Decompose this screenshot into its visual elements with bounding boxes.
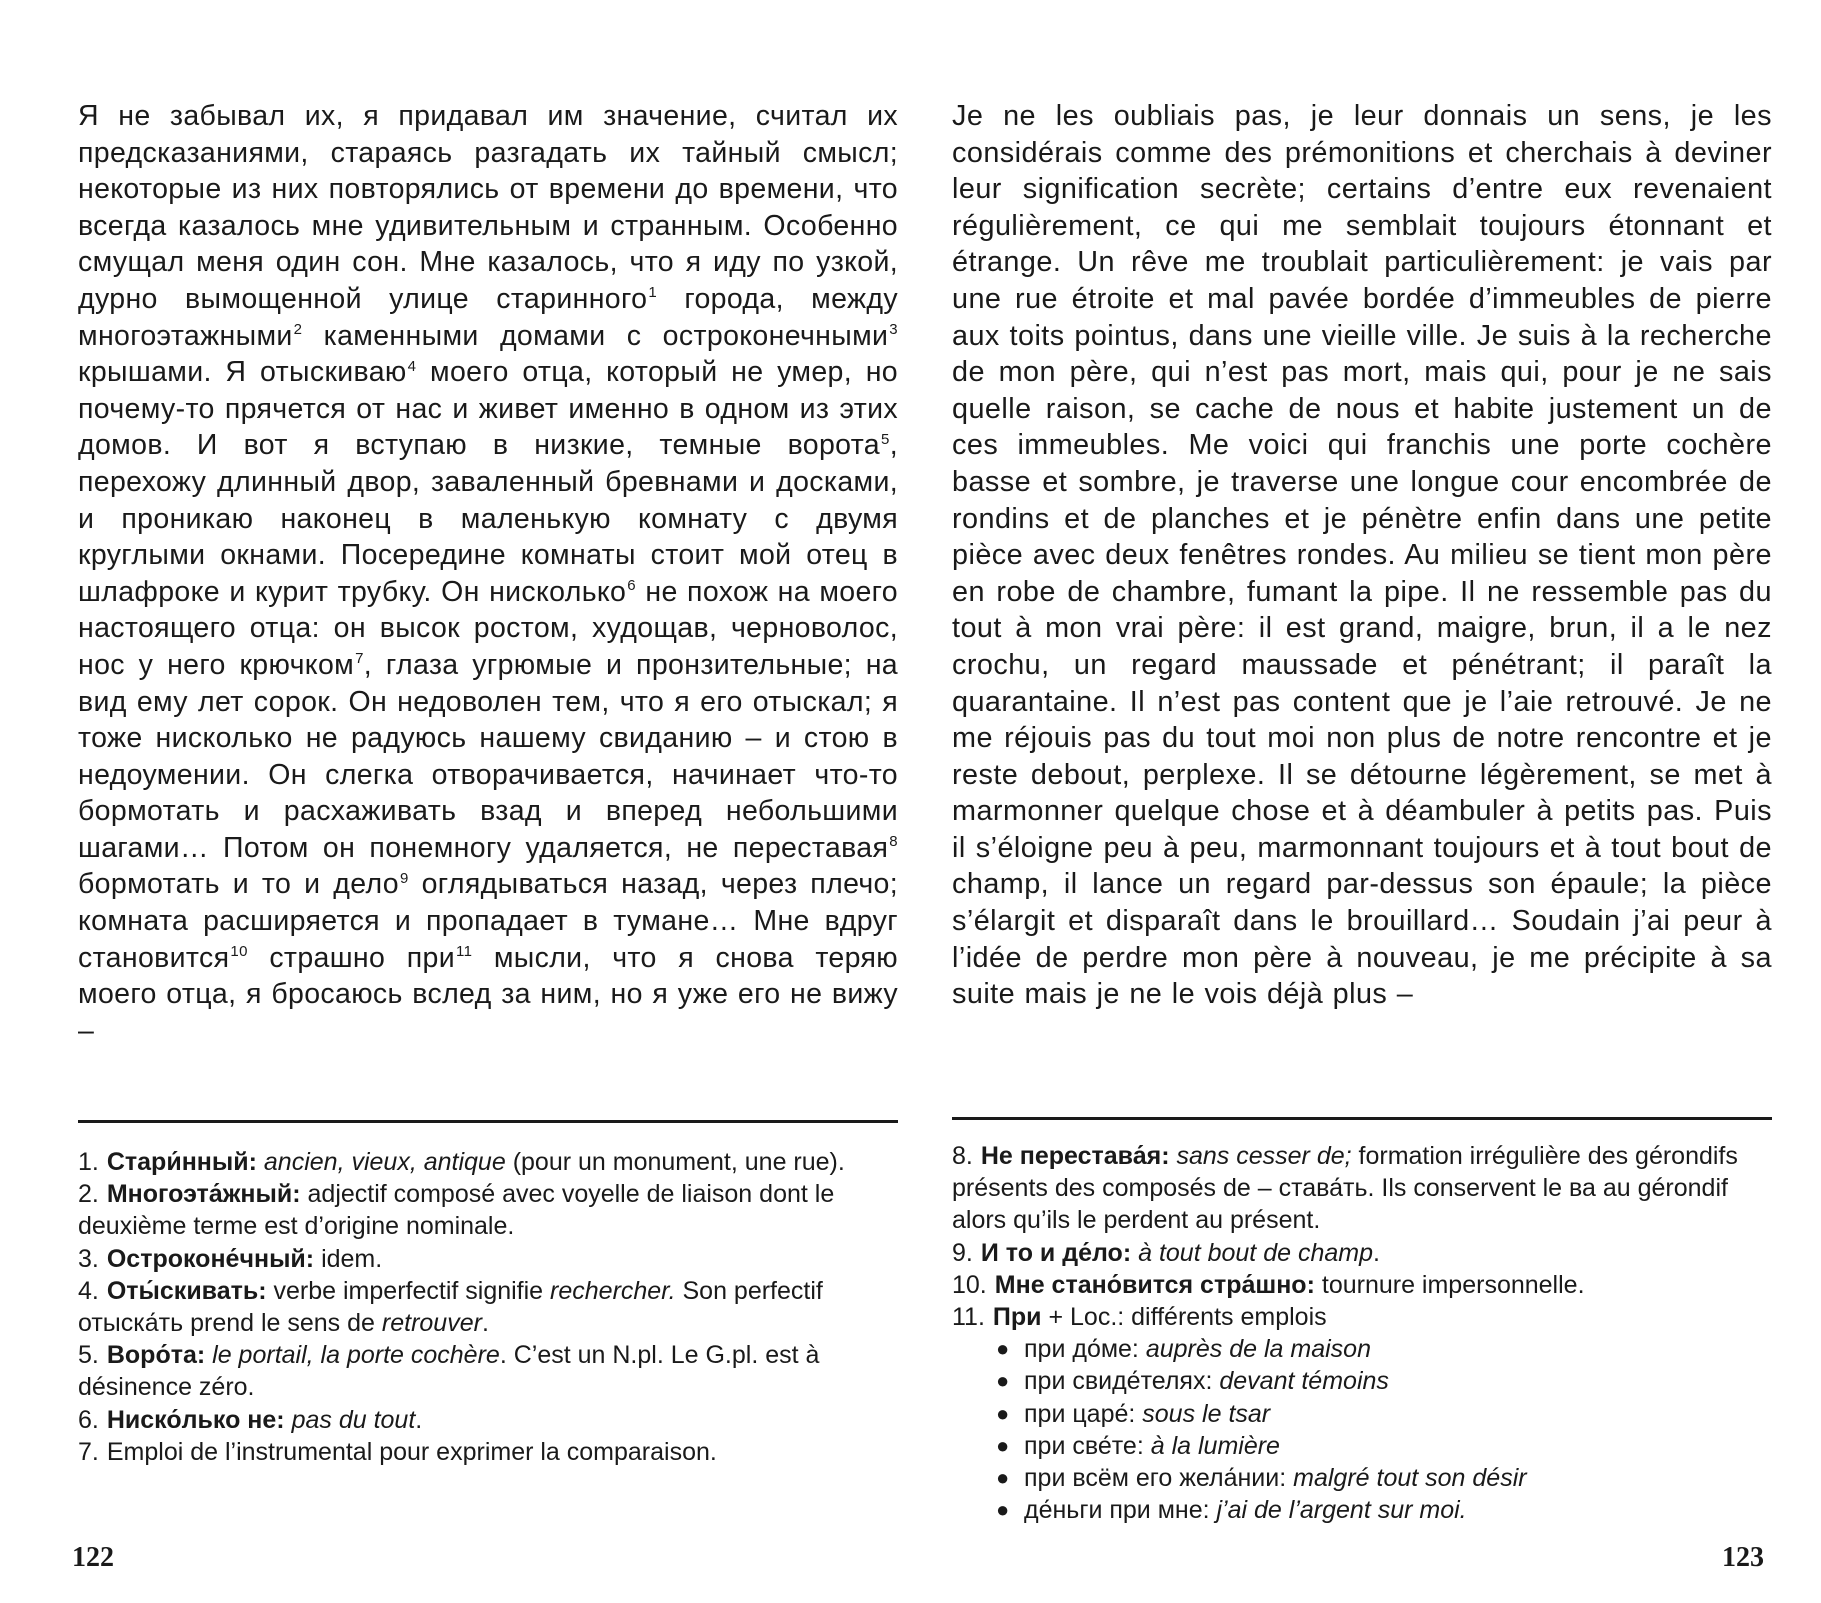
left-page bbox=[72, 0, 899, 1603]
footnote-translation: pas du tout bbox=[291, 1405, 416, 1434]
footnote-number: 5. bbox=[78, 1341, 99, 1370]
footnotes-left bbox=[78, 1146, 898, 1468]
text-segment: крышами. Я отыскиваю bbox=[78, 356, 407, 389]
footnote-number: 3. bbox=[78, 1244, 99, 1273]
pri-usage-list bbox=[996, 1333, 1772, 1526]
footnote-2 bbox=[78, 1178, 898, 1242]
footnote-text: adjectif composé avec voyelle de liaison dont le deuxième terme est d’origine nominale. bbox=[78, 1180, 835, 1241]
footnote-term: Мне стано́вится стра́шно: bbox=[994, 1270, 1315, 1299]
usage-russian: при всём его жела́нии: bbox=[1024, 1464, 1287, 1493]
footnote-number: 1. bbox=[78, 1148, 99, 1176]
footnote-number: 10. bbox=[952, 1270, 987, 1299]
usage-russian: при царе́: bbox=[1024, 1399, 1136, 1428]
bullet-icon: ● bbox=[996, 1336, 1010, 1362]
list-item bbox=[996, 1430, 1772, 1462]
text-segment: каменными домами с остроконечными bbox=[302, 319, 889, 352]
footnote-number: 6. bbox=[78, 1405, 99, 1434]
text-segment: оглядываться назад, через плечо; комната расширяется и пропадает в тумане… Мне вдруг становится bbox=[78, 868, 898, 974]
footnote-term: Стари́нный: bbox=[106, 1148, 257, 1176]
footnotes-right bbox=[952, 1140, 1772, 1526]
footnote-translation: rechercher. bbox=[550, 1276, 676, 1305]
footnote-ref: 3 bbox=[889, 321, 898, 339]
footnote-ref: 7 bbox=[355, 650, 364, 668]
footnote-5 bbox=[78, 1339, 898, 1403]
bullet-icon: ● bbox=[996, 1497, 1010, 1523]
footnote-translation: ancien, vieux, antique bbox=[263, 1148, 506, 1176]
list-item bbox=[996, 1462, 1772, 1494]
footnote-number: 8. bbox=[952, 1142, 973, 1170]
footnote-term: И то и де́ло: bbox=[980, 1238, 1132, 1267]
footnote-text: . bbox=[415, 1405, 423, 1434]
usage-french: auprès de la maison bbox=[1145, 1335, 1371, 1364]
footnote-number: 7. bbox=[78, 1437, 99, 1466]
list-item bbox=[996, 1333, 1772, 1365]
text-segment: страшно при bbox=[247, 941, 456, 974]
text-segment: , глаза угрюмые и пронзительные; на вид ему лет сорок. Он недоволен тем, что я его отыскал; я тоже нисколько не радуюсь нашему свиданию – и стою в недоумении. Он слегка отворачивается, начинает что-то бормотать и расхаживать взад и вперед небольшими шагами… Потом он понемногу удаляется, не переставая bbox=[78, 648, 898, 864]
list-item bbox=[996, 1398, 1772, 1430]
page-number: 123 bbox=[1722, 1542, 1764, 1573]
footnote-text: . bbox=[481, 1309, 489, 1338]
footnote-ref: 11 bbox=[456, 943, 473, 961]
footnote-4 bbox=[78, 1275, 898, 1339]
usage-russian: при до́ме: bbox=[1024, 1335, 1139, 1364]
footnote-text: idem. bbox=[314, 1244, 383, 1273]
footnote-divider bbox=[78, 1120, 898, 1123]
footnote-text: (pour un monument, une rue). bbox=[505, 1148, 845, 1176]
footnote-ref: 1 bbox=[648, 284, 658, 302]
usage-french: sous le tsar bbox=[1142, 1399, 1271, 1428]
footnote-text: Son perfectif отыска́ть prend le sens de bbox=[78, 1276, 823, 1338]
russian-paragraph bbox=[78, 98, 898, 1049]
footnote-text: Emploi de l’instrumental pour exprimer la comparaison. bbox=[106, 1437, 717, 1466]
usage-russian: при свиде́телях: bbox=[1024, 1367, 1213, 1396]
footnote-text: tournure impersonnelle. bbox=[1314, 1270, 1585, 1299]
footnote-number: 9. bbox=[952, 1238, 973, 1267]
footnote-text: + Loc.: différents emplois bbox=[1041, 1303, 1327, 1332]
footnote-ref: 5 bbox=[881, 430, 890, 448]
footnote-divider bbox=[952, 1117, 1772, 1120]
footnote-ref: 10 bbox=[230, 943, 248, 961]
usage-french: devant témoins bbox=[1219, 1367, 1389, 1396]
footnote-9 bbox=[952, 1237, 1772, 1269]
footnote-translation: le portail, la porte cochère bbox=[212, 1341, 500, 1370]
bullet-icon: ● bbox=[996, 1400, 1010, 1426]
text-segment: моего отца, который не умер, но почему-то прячется от нас и живет именно в одном из этих домов. И вот я вступаю в низкие, темные ворота bbox=[78, 356, 898, 462]
footnote-term: Многоэта́жный: bbox=[106, 1180, 301, 1209]
page-number: 122 bbox=[72, 1542, 114, 1573]
usage-russian: при све́те: bbox=[1024, 1431, 1144, 1460]
list-item bbox=[996, 1365, 1772, 1397]
bullet-icon: ● bbox=[996, 1368, 1010, 1394]
usage-french: j’ai de l’argent sur moi. bbox=[1216, 1496, 1467, 1525]
usage-french: malgré tout son désir bbox=[1293, 1464, 1527, 1493]
text-segment: бормотать и то и дело bbox=[78, 868, 399, 901]
footnote-number: 11. bbox=[952, 1303, 985, 1332]
bullet-icon: ● bbox=[996, 1465, 1010, 1491]
footnote-term: Остроконе́чный: bbox=[106, 1244, 315, 1273]
footnote-ref: 8 bbox=[889, 833, 898, 851]
footnote-6 bbox=[78, 1404, 898, 1436]
footnote-ref: 9 bbox=[399, 869, 409, 887]
usage-french: à la lumière bbox=[1150, 1431, 1280, 1460]
footnote-8 bbox=[952, 1140, 1772, 1237]
footnote-translation: à tout bout de champ bbox=[1138, 1238, 1373, 1267]
text-segment: Я не забывал их, я придавал им значение, считал их предсказаниями, стараясь разгадать их тайный смысл; некоторые из них повторялись от времени до времени, что всегда казалось мне удивительным и странным. Особенно смущал меня один сон. Мне казалось, что я иду по узкой, дурно вымощенной улице старинного bbox=[78, 100, 898, 315]
footnote-translation: retrouver bbox=[381, 1309, 482, 1338]
footnote-text: formation irrégulière des gérondifs présents des composés de – става́ть. Ils conservent le ва au gérondif alors qu’ils le perdent au présent. bbox=[952, 1142, 1738, 1235]
footnote-1 bbox=[78, 1146, 898, 1178]
russian-text bbox=[78, 98, 898, 1049]
right-page bbox=[952, 0, 1772, 1603]
usage-russian: де́ньги при мне: bbox=[1024, 1496, 1210, 1525]
footnote-ref: 2 bbox=[293, 321, 303, 339]
french-text bbox=[952, 98, 1772, 1013]
footnote-ref: 4 bbox=[407, 357, 417, 375]
footnote-11 bbox=[952, 1301, 1772, 1333]
footnote-term: Оты́скивать: bbox=[106, 1276, 267, 1305]
bullet-icon: ● bbox=[996, 1432, 1010, 1458]
footnote-3 bbox=[78, 1243, 898, 1275]
footnote-number: 4. bbox=[78, 1276, 99, 1305]
footnote-translation: sans cesser de; bbox=[1176, 1142, 1352, 1170]
text-segment: города, между многоэтажными bbox=[78, 282, 898, 352]
footnote-text: verbe imperfectif signifie bbox=[266, 1276, 551, 1305]
footnote-term: Не перестава́я: bbox=[980, 1142, 1170, 1170]
footnote-10 bbox=[952, 1269, 1772, 1301]
footnote-number: 2. bbox=[78, 1180, 99, 1209]
footnote-term: При bbox=[992, 1303, 1042, 1332]
footnote-text: . bbox=[1372, 1238, 1380, 1267]
footnote-7 bbox=[78, 1436, 898, 1468]
text-segment: , перехожу длинный двор, заваленный бревнами и досками, и проникаю наконец в маленькую комнату с двумя круглыми окнами. Посередине комнаты стоит мой отец в шлафроке и курит трубку. Он нисколько bbox=[78, 429, 898, 608]
text-segment: не похож на моего настоящего отца: он высок ростом, худощав, черноволос, нос у него крючком bbox=[78, 575, 898, 681]
list-item bbox=[996, 1494, 1772, 1526]
footnote-term: Ниско́лько не: bbox=[106, 1405, 285, 1434]
text-segment: мысли, что я снова теряю моего отца, я бросаюсь вслед за ним, но я уже его не вижу – bbox=[78, 941, 899, 1047]
footnote-text: . C’est un N.pl. Le G.pl. est à désinence zéro. bbox=[78, 1341, 820, 1402]
french-paragraph: Je ne les oubliais pas, je leur donnais un sens, je les considérais comme des prémonitions et cherchais à deviner leur signification secrète; certains d’entre eux revenaient régulièrement, ce qui me semblait toujours étonnant et étrange. Un rêve me troublait particulièrement: je vais par une rue étroite et mal pavée bordée d’immeubles de pierre aux toits pointus, dans une vieille ville. Je suis à la recherche de mon père, qui n’est pas mort, mais qui, pour je ne sais quelle raison, se cache de nous et habite justement un de ces immeubles. Me voici qui franchis une porte cochère basse et sombre, je traverse une longue cour encombrée de rondins et de planches et je pénètre enfin dans une petite pièce avec deux fenêtres rondes. Au milieu se tient mon père en robe de chambre, fumant la pipe. Il ne ressemble pas du tout à mon vrai père: il est grand, maigre, brun, il a le nez crochu, un regard maussade et pénétrant; il paraît la quarantaine. Il n’est pas content que je l’aie retrouvé. Je ne me réjouis pas du tout moi non plus de notre rencontre et je reste debout, perplexe. Il se détourne légèrement, se met à marmonner quelque chose et à déambuler à petits pas. Puis il s’éloigne peu à peu, marmonnant toujours et à tout bout de champ, il lance un regard par-dessus son épaule; la pièce s’élargit et disparaît dans le brouillard… Soudain j’ai peur à l’idée de perdre mon père à nouveau, je me précipite à sa suite mais je ne le vois déjà plus – bbox=[952, 100, 1772, 1011]
footnote-term: Воро́та: bbox=[106, 1341, 206, 1370]
footnote-ref: 6 bbox=[627, 577, 636, 595]
